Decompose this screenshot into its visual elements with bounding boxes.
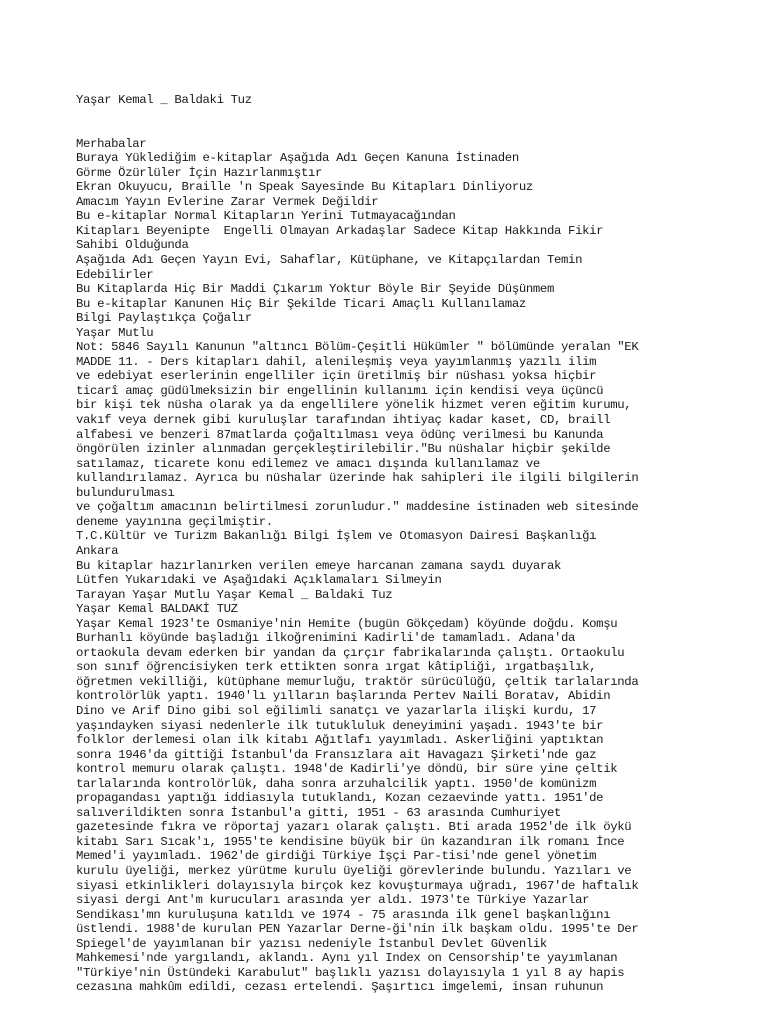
document-body bbox=[76, 93, 756, 995]
text-line: sonra 1946'da gittiği İstanbul'da Fransızlara ait Havagazı Şirketi'nde gaz bbox=[76, 747, 597, 762]
text-line: kontrolörlük yaptı. 1940'lı yılların başlarında Pertev Naili Boratav, Abidin bbox=[76, 689, 611, 704]
text-line: Yaşar Kemal BALDAKİ TUZ bbox=[76, 602, 238, 617]
text-line: cezasına mahkûm edildi, cezası ertelendi. Şaşırtıcı imgelemi, insan ruhunun bbox=[76, 980, 604, 995]
text-line: öngörülen izinler alınmadan gerçekleştirilebilir."Bu nüshalar hiçbir şekilde bbox=[76, 442, 611, 457]
document-title: Yaşar Kemal _ Baldaki Tuz bbox=[76, 93, 252, 107]
text-line: Bu e-kitaplar Normal Kitapların Yerini Tutmayacağından bbox=[76, 209, 456, 224]
text-line: alfabesi ve benzeri 87matlarda çoğaltılması veya ödünç verilmesi bu Kanunda bbox=[76, 427, 604, 442]
text-line: Ekran Okuyucu, Braille 'n Speak Sayesinde Bu Kitapları Dinliyoruz bbox=[76, 180, 533, 195]
text-line: siyasi dergi Ant'm kurucuları arasında yer aldı. 1973'te Türkiye Yazarlar bbox=[76, 893, 590, 908]
text-line: Spiegel'de yayımlanan bir yazısı nedeniyle İstanbul Devlet Güvenlik bbox=[76, 936, 547, 951]
text-line: Yaşar Kemal 1923'te Osmaniye'nin Hemite (bugün Gökçedam) köyünde doğdu. Komşu bbox=[76, 616, 618, 631]
text-line: propagandası yaptığı iddiasıyla tutuklandı, Kozan cezaevinde yattı. 1951'de bbox=[76, 791, 604, 806]
text-line: kontrol memuru olarak çalıştı. 1948'de Kadirli'ye döndü, bir süre yine çeltik bbox=[76, 762, 618, 777]
text-line: salıverildikten sonra İstanbul'a gitti, 1951 - 63 arasında Cumhuriyet bbox=[76, 805, 562, 820]
text-line: Buraya Yüklediğim e-kitaplar Aşağıda Adı Geçen Kanuna İstinaden bbox=[76, 151, 519, 166]
document-text bbox=[76, 137, 756, 995]
text-line: Not: 5846 Sayılı Kanunun "altıncı Bölüm-Çeşitli Hükümler " bölümünde yeralan "EK bbox=[76, 340, 639, 355]
text-line: Lütfen Yukarıdaki ve Aşağıdaki Açıklamaları Silmeyin bbox=[76, 573, 442, 588]
text-line: Amacım Yayın Evlerine Zarar Vermek Değildir bbox=[76, 194, 379, 209]
text-line: gazetesinde fıkra ve röportaj yazarı olarak çalıştı. Bti arada 1952'de ilk öykü bbox=[76, 820, 632, 835]
text-line: T.C.Kültür ve Turizm Bakanlığı Bilgi İşlem ve Otomasyon Dairesi Başkanlığı bbox=[76, 529, 597, 544]
text-line: kitabı Sarı Sıcak'ı, 1955'te kendisine büyük bir ün kazandıran ilk romanı İnce bbox=[76, 834, 625, 849]
text-line: bulundurulması bbox=[76, 485, 175, 500]
text-line: Burhanlı köyünde başladığı ilkoğrenimini Kadirli'de tamamladı. Adana'da bbox=[76, 631, 576, 646]
text-line: Mahkemesi'nde yargılandı, aklandı. Aynı yıl Index on Censorship'te yayımlanan bbox=[76, 951, 618, 966]
text-line: tarlalarında kontrolörlük, daha sonra arzuhalcilik yaptı. 1950'de komünizm bbox=[76, 776, 597, 791]
text-line: MADDE 11. - Ders kitapları dahil, alenileşmiş veya yayımlanmış yazılı ilim bbox=[76, 354, 597, 369]
blank-line bbox=[76, 108, 756, 123]
text-line: kurulu üyeliği, merkez yürütme kurulu üyeliği görevlerinde bulundu. Yazıları ve bbox=[76, 863, 632, 878]
text-line: ortaokula devam ederken bir yandan da çırçır fabrikalarında çalıştı. Ortaokulu bbox=[76, 645, 625, 660]
blank-line bbox=[76, 122, 756, 137]
text-line: Ankara bbox=[76, 543, 119, 558]
text-line: ticarî amaç güdülmeksizin bir engellinin kullanımı için kendisi veya üçüncü bbox=[76, 383, 604, 398]
text-line: Kitapları Beyenipte Engelli Olmayan Arkadaşlar Sadece Kitap Hakkında Fikir bbox=[76, 223, 604, 238]
text-line: vakıf veya dernek gibi kuruluşlar tarafından ihtiyaç kadar kaset, CD, braill bbox=[76, 413, 611, 428]
text-line: deneme yayınına geçilmiştir. bbox=[76, 514, 273, 529]
text-line: Görme Özürlüler İçin Hazırlanmıştır bbox=[76, 165, 323, 180]
text-line: ve edebiyat eserlerinin engelliler için üretilmiş bir nüshası yoksa hiçbir bbox=[76, 369, 597, 384]
text-line: siyasi etkinlikleri dolayısıyla birçok kez kovuşturmaya uğradı, 1967'de haftalık bbox=[76, 878, 639, 893]
text-line: bir kişi tek nüsha olarak ya da engellilere yönelik hizmet veren eğitim kurumu, bbox=[76, 398, 632, 413]
text-line: Bu Kitaplarda Hiç Bir Maddi Çıkarım Yoktur Böyle Bir Şeyide Düşünmem bbox=[76, 282, 554, 297]
text-line: Bilgi Paylaştıkça Çoğalır bbox=[76, 311, 252, 326]
text-line: folklor derlemesi olan ilk kitabı Ağıtlafı yayımladı. Askerliğini yaptıktan bbox=[76, 733, 604, 748]
text-line: Dino ve Arif Dino gibi sol eğilimli sanatçı ve yazarlarla ilişki kurdu, 17 bbox=[76, 703, 597, 718]
text-line: ve çoğaltım amacının belirtilmesi zorunludur." maddesine istinaden web sitesinde bbox=[76, 500, 639, 515]
text-line: kullandırılamaz. Ayrıca bu nüshalar üzerinde hak sahipleri ile ilgili bilgilerin bbox=[76, 471, 639, 486]
text-line: Aşağıda Adı Geçen Yayın Evi, Sahaflar, Kütüphane, ve Kitapçılardan Temin bbox=[76, 253, 583, 268]
text-line: Memed'i yayımladı. 1962'de girdiği Türkiye İşçi Par-tisi'nde genel yönetim bbox=[76, 849, 597, 864]
text-line: Yaşar Mutlu bbox=[76, 325, 154, 340]
text-line: "Türkiye'nin Üstündeki Karabulut" başlıklı yazısı dolayısıyla 1 yıl 8 ay hapis bbox=[76, 965, 625, 980]
text-line: öğretmen vekilliği, kütüphane memurluğu, traktör sürücülüğü, çeltik tarlalarında bbox=[76, 674, 639, 689]
text-line: Sahibi Olduğunda bbox=[76, 238, 189, 253]
text-line: Edebilirler bbox=[76, 267, 154, 282]
text-line: Sendikası'mn kuruluşuna katıldı ve 1974 - 75 arasında ilk genel başkanlığını bbox=[76, 907, 611, 922]
text-line: Bu kitaplar hazırlanırken verilen emeye harcanan zamana saydı duyarak bbox=[76, 558, 562, 573]
text-line: yaşındayken siyasi nedenlerle ilk tutukluluk deneyimini yaşadı. 1943'te bir bbox=[76, 718, 604, 733]
text-line: son sınıf öğrencisiyken terk ettikten sonra ırgat kâtipliği, ırgatbaşılık, bbox=[76, 660, 597, 675]
text-line: üstlendi. 1988'de kurulan PEN Yazarlar Derne-ği'nin ilk başkam oldu. 1995'te Der bbox=[76, 922, 639, 937]
text-line: Merhabalar bbox=[76, 136, 147, 151]
text-line: satılamaz, ticarete konu edilemez ve amacı dışında kullanılamaz ve bbox=[76, 456, 540, 471]
text-line: Tarayan Yaşar Mutlu Yaşar Kemal _ Baldaki Tuz bbox=[76, 587, 393, 602]
text-line: Bu e-kitaplar Kanunen Hiç Bir Şekilde Ticari Amaçlı Kullanılamaz bbox=[76, 296, 526, 311]
